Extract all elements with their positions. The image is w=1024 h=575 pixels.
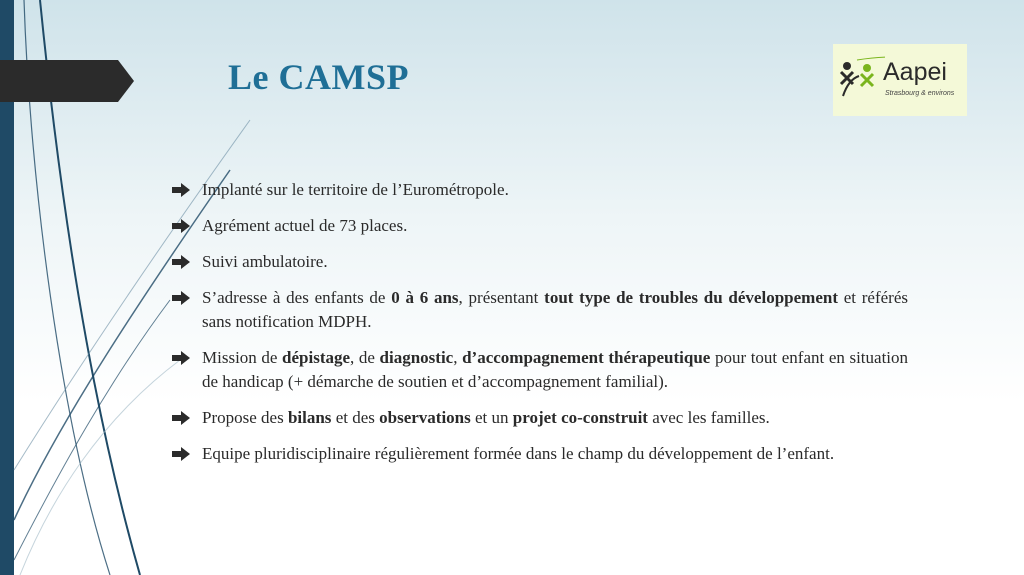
bold-text: d’accompagnement thérapeutique [462, 348, 711, 367]
list-item [172, 286, 908, 334]
text-segment: S’adresse à des enfants de [202, 288, 392, 307]
list-item [172, 178, 908, 202]
list-item [172, 406, 908, 430]
bold-text: 0 à 6 ans [391, 288, 459, 307]
bold-text: projet co-construit [512, 408, 648, 427]
people-figures-icon [837, 56, 885, 106]
aapei-logo [833, 44, 967, 116]
bold-text: dépistage [282, 348, 351, 367]
text-segment: , de [350, 348, 380, 367]
list-item [172, 214, 908, 238]
bold-text: diagnostic [379, 348, 454, 367]
arrow-right-icon [172, 411, 190, 425]
text-segment: , présentant [458, 288, 545, 307]
text-segment: et des [331, 408, 380, 427]
text-segment: Propose des [202, 408, 288, 427]
page-title: Le CAMSP [228, 57, 409, 97]
text-segment: , [453, 348, 463, 367]
bold-text: bilans [287, 408, 332, 427]
arrow-right-icon [172, 219, 190, 233]
text-segment: Mission de [202, 348, 283, 367]
text-segment: pour tout enfant en situation de handicap (+ démarche de soutien et d’accompagnement familial). [202, 348, 909, 391]
text-segment: et référés sans notification MDPH. [202, 288, 908, 331]
arrow-right-icon [172, 351, 190, 365]
arrow-right-icon [172, 255, 190, 269]
list-item [172, 250, 908, 274]
text-segment: Agrément actuel de 73 places. [202, 216, 408, 235]
bullet-list [172, 178, 908, 478]
title-tab-arrow [0, 60, 140, 102]
bold-text: tout type de troubles du développement [544, 288, 838, 307]
list-item [172, 442, 908, 466]
bold-text: observations [379, 408, 471, 427]
list-item [172, 346, 908, 394]
text-segment: Suivi ambulatoire. [202, 252, 328, 271]
logo-subtitle: Strasbourg & environs [885, 90, 955, 97]
text-segment: et un [470, 408, 513, 427]
logo-word: Aapei [883, 58, 947, 86]
arrow-right-icon [172, 183, 190, 197]
text-segment: Equipe pluridisciplinaire régulièrement formée dans le champ du développement de l’enfant. [202, 444, 835, 463]
text-segment: avec les familles. [647, 408, 770, 427]
arrow-right-icon [172, 291, 190, 305]
arrow-right-icon [172, 447, 190, 461]
text-segment: Implanté sur le territoire de l’Eurométropole. [202, 180, 509, 199]
